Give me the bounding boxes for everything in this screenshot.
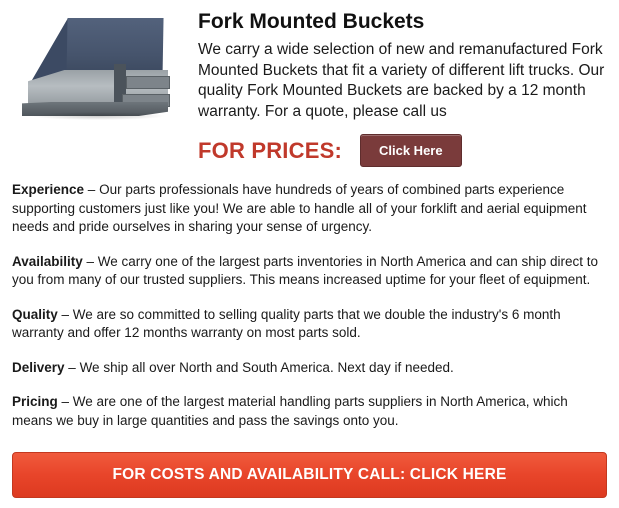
bucket-shadow: [32, 112, 164, 120]
benefits-list: [0, 167, 619, 430]
intro-paragraph: We carry a wide selection of new and remanufactured Fork Mounted Buckets that fit a variety of different lift trucks. Our quality Fork Mounted Buckets are backed by a 12 month warranty. For a quote, please call us: [198, 41, 605, 120]
benefit-pricing: [12, 393, 607, 430]
header-copy: [192, 6, 609, 167]
benefit-quality-label: Quality: [12, 306, 58, 322]
benefit-delivery-dash: –: [64, 359, 80, 375]
benefit-quality-dash: –: [57, 306, 73, 322]
benefit-experience-text: Our parts professionals have hundreds of years of combined parts experience supporting customers just like you! We are able to handle all of your forklift and aerial equipment needs and pride ourselves in sharing your sense of urgency.: [12, 182, 587, 234]
benefit-experience-dash: –: [84, 182, 100, 197]
benefit-experience: [12, 181, 607, 237]
cta-wrapper: [0, 446, 619, 508]
product-header: [0, 0, 619, 167]
benefit-quality-text: We are so committed to selling quality parts that we double the industry's 6 month warranty and offer 12 months warranty on most parts sold.: [12, 306, 561, 340]
benefit-pricing-label: Pricing: [12, 394, 58, 409]
benefit-availability: [12, 253, 607, 290]
click-here-button[interactable]: Click Here: [360, 134, 462, 167]
benefit-delivery-text: We ship all over North and South America. Next day if needed.: [79, 359, 454, 375]
prices-row: [198, 134, 609, 167]
benefit-pricing-dash: –: [57, 394, 73, 409]
costs-availability-cta-button[interactable]: FOR COSTS AND AVAILABILITY CALL: CLICK HERE: [12, 452, 607, 498]
product-image: [10, 10, 192, 140]
benefit-quality: [12, 306, 607, 343]
benefit-availability-label: Availability: [12, 253, 83, 269]
benefit-delivery: [12, 359, 607, 378]
benefit-experience-label: Experience: [12, 182, 85, 197]
fork-mounted-bucket-illustration: [18, 16, 186, 134]
benefit-pricing-text: We are one of the largest material handling parts suppliers in North America, which means we buy in large quantities and pass the savings onto you.: [12, 394, 568, 428]
bucket-fork-pocket-upper: [126, 76, 170, 89]
benefit-availability-dash: –: [82, 253, 98, 269]
benefit-availability-text: We carry one of the largest parts inventories in North America and can ship direct to you from many of our trusted suppliers. This means increased uptime for your fleet of equipment.: [12, 253, 599, 287]
benefit-delivery-label: Delivery: [12, 359, 65, 375]
for-prices-label: FOR PRICES:: [198, 137, 342, 163]
page-title: Fork Mounted Buckets: [198, 10, 425, 33]
